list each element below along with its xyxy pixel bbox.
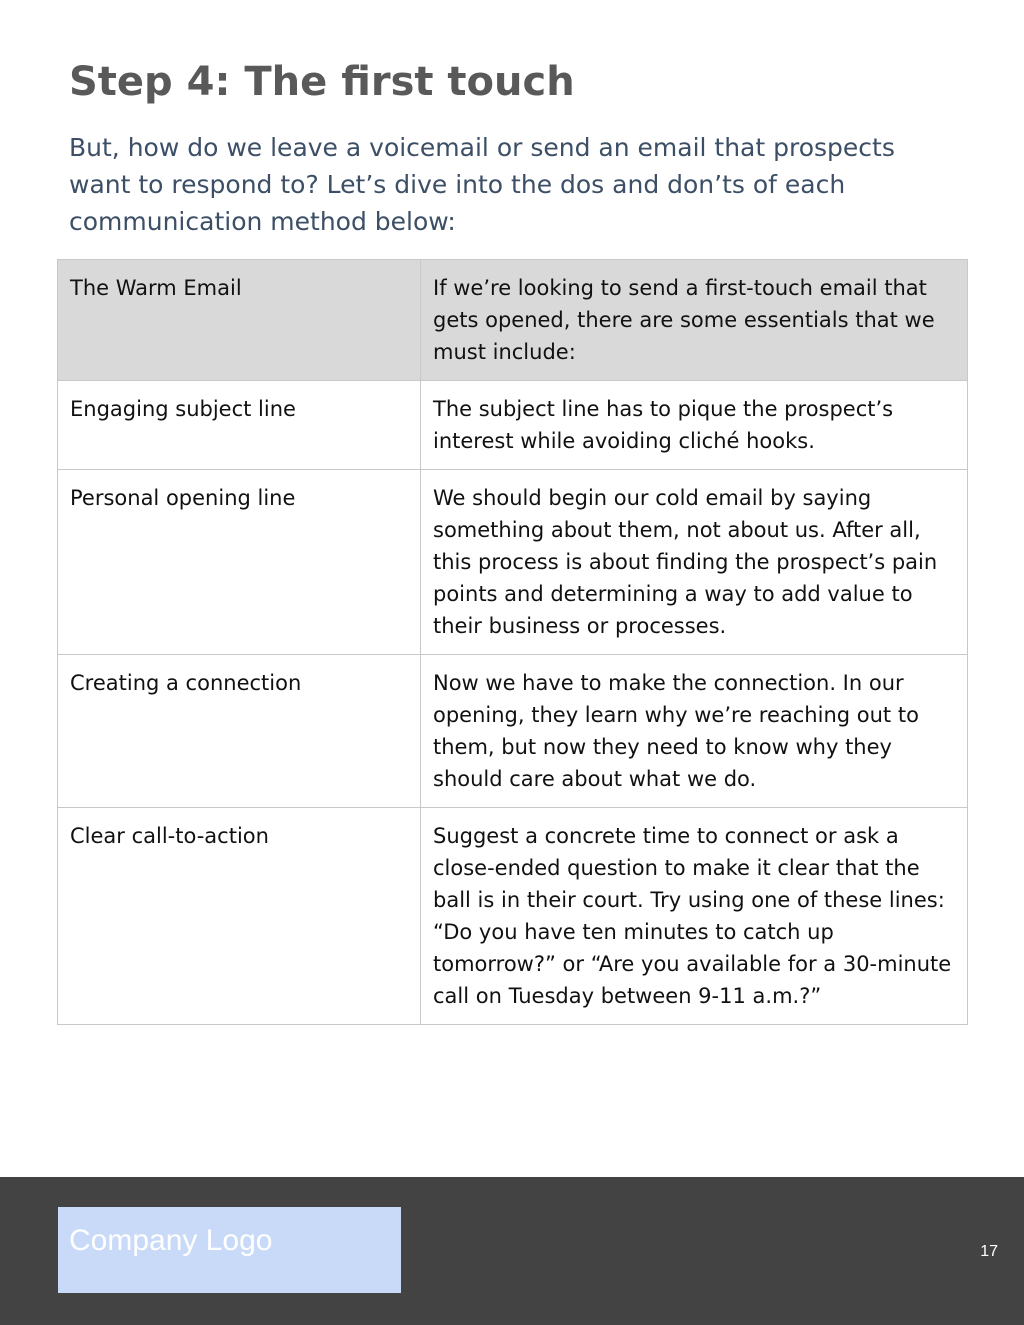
row-label: Personal opening line [58,470,421,655]
page-number: 17 [980,1243,998,1260]
company-logo [58,1207,401,1293]
row-label: Creating a connection [58,655,421,808]
table-header-row [58,260,968,381]
intro-paragraph: But, how do we leave a voicemail or send an email that prospects want to respond to? Let’s dive into the dos and don’ts of each communication method below: [69,133,895,236]
row-label: Engaging subject line [58,381,421,470]
table-row [58,470,968,655]
table-row [58,808,968,1025]
table-row [58,381,968,470]
row-description: Suggest a concrete time to connect or ask a close-ended question to make it clear that the ball is in their court. Try using one of these lines: “Do you have ten minutes to catch up tomorrow?” or “Are you available for a 30-minute call on Tuesday between 9-11 a.m.?” [421,808,968,1025]
row-label: Clear call-to-action [58,808,421,1025]
table-header-text: If we’re looking to send a first-touch email that gets opened, there are some essentials that we must include: [421,260,968,381]
row-description: We should begin our cold email by saying something about them, not about us. After all, this process is about finding the prospect’s pain points and determining a way to add value to their business or processes. [421,470,968,655]
row-description: Now we have to make the connection. In our opening, they learn why we’re reaching out to them, but now they need to know why they should care about what we do. [421,655,968,808]
table-header-label: The Warm Email [58,260,421,381]
warm-email-table [57,259,968,1025]
company-logo-text: Company Logo [69,1224,273,1257]
page-title: Step 4: The first touch [69,59,575,105]
row-description: The subject line has to pique the prospect’s interest while avoiding cliché hooks. [421,381,968,470]
table-row [58,655,968,808]
page-footer [0,1177,1024,1325]
